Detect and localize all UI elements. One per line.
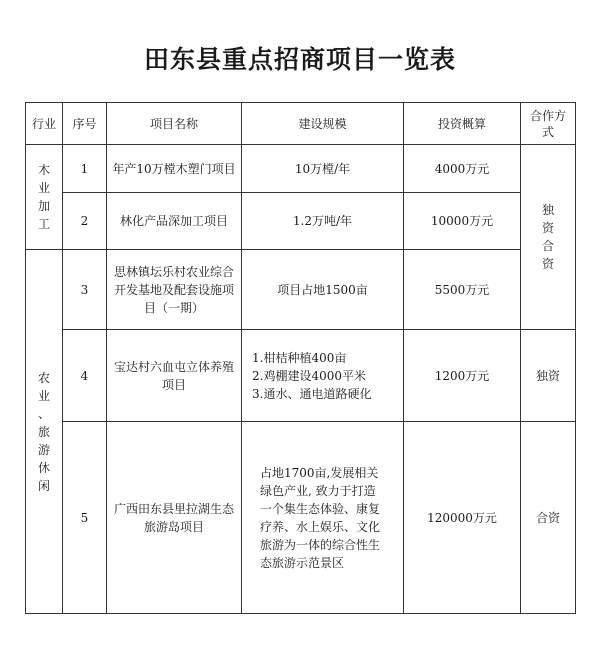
industry-agri: 农 业 、 旅 游 休 闲 xyxy=(26,250,63,614)
projects-table xyxy=(25,102,576,614)
row-scale: 10万樘/年 xyxy=(242,145,404,193)
row-name: 年产10万樘木塑门项目 xyxy=(107,145,242,193)
coop-merged: 独 资 合 资 xyxy=(521,145,576,330)
row-name: 广西田东县里拉湖生态旅游岛项目 xyxy=(107,422,242,614)
row-coop: 独资 xyxy=(521,330,576,422)
table-row xyxy=(26,145,576,193)
row-name: 宝达村六血屯立体养殖项目 xyxy=(107,330,242,422)
scale-item: 1.柑桔种植400亩 xyxy=(252,350,347,365)
row-scale: 占地1700亩,发展相关绿色产业, 致力于打造一个集生态体验、康复疗养、水上娱乐、文化旅游为一体的综合性生态旅游示范景区 xyxy=(242,422,404,614)
scale-item: 2.鸡棚建设4000平米 xyxy=(252,368,366,383)
table-row xyxy=(26,193,576,250)
header-investment: 投资概算 xyxy=(404,103,521,145)
header-row xyxy=(26,103,576,145)
row-scale: 项目占地1500亩 xyxy=(242,250,404,330)
industry-wood: 木 业 加 工 xyxy=(26,145,63,250)
row-index: 4 xyxy=(63,330,107,422)
table-row xyxy=(26,250,576,330)
row-index: 2 xyxy=(63,193,107,250)
row-investment: 4000万元 xyxy=(404,145,521,193)
header-scale: 建设规模 xyxy=(242,103,404,145)
row-investment: 10000万元 xyxy=(404,193,521,250)
scale-item: 3.通水、通电道路硬化 xyxy=(252,386,372,401)
row-scale-list xyxy=(242,330,404,422)
page-title: 田东县重点招商项目一览表 xyxy=(143,45,456,74)
row-investment: 5500万元 xyxy=(404,250,521,330)
row-index: 1 xyxy=(63,145,107,193)
header-name: 项目名称 xyxy=(107,103,242,145)
row-index: 5 xyxy=(63,422,107,614)
header-index: 序号 xyxy=(63,103,107,145)
row-scale: 1.2万吨/年 xyxy=(242,193,404,250)
row-index: 3 xyxy=(63,250,107,330)
table-row xyxy=(26,330,576,422)
header-coop: 合作方式 xyxy=(521,103,576,145)
row-name: 思林镇坛乐村农业综合开发基地及配套设施项目（一期） xyxy=(107,250,242,330)
row-investment: 1200万元 xyxy=(404,330,521,422)
row-name: 林化产品深加工项目 xyxy=(107,193,242,250)
table-row xyxy=(26,422,576,614)
row-investment: 120000万元 xyxy=(404,422,521,614)
header-industry: 行业 xyxy=(26,103,63,145)
row-coop: 合资 xyxy=(521,422,576,614)
